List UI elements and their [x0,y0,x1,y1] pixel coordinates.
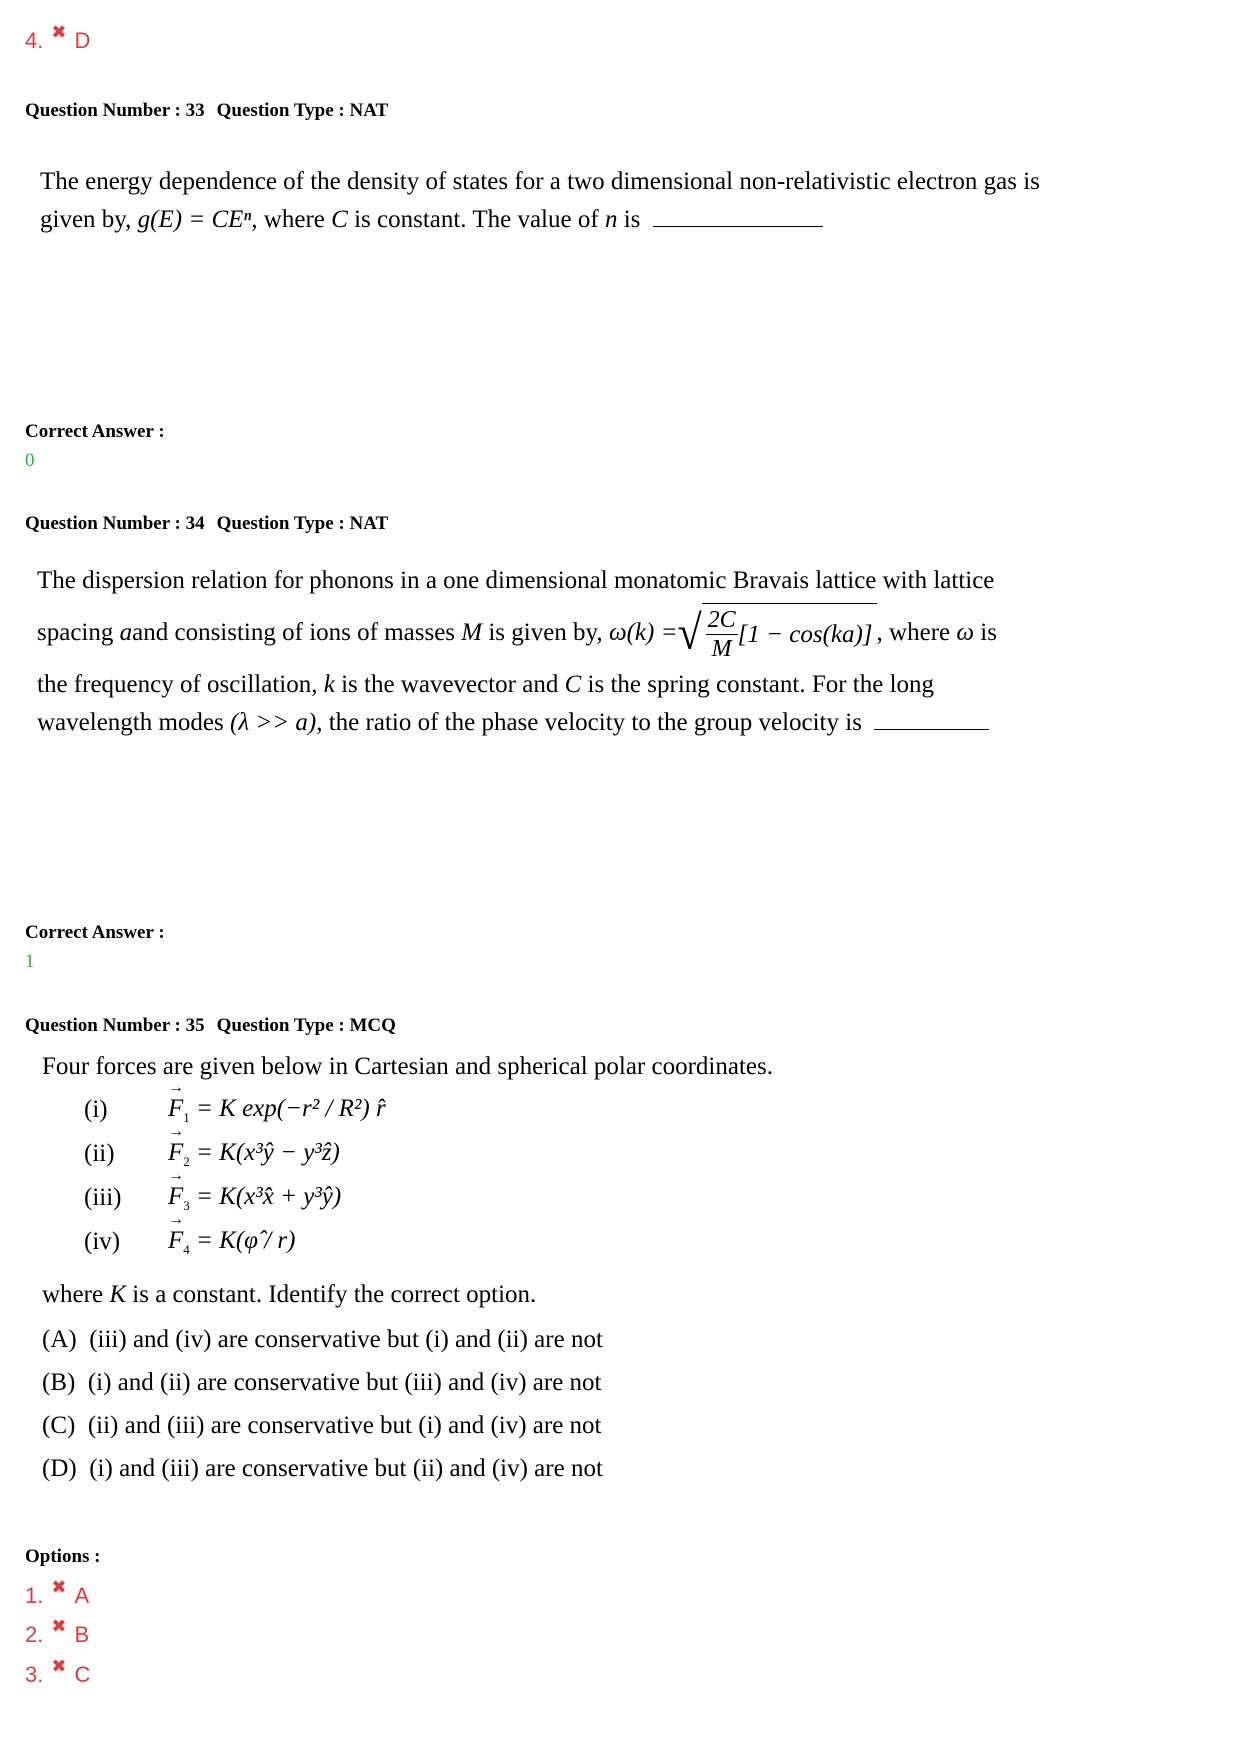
option-row-3: 3. ✖ C [25,1656,91,1687]
choice-c: (C) (ii) and (iii) are conservative but (i) and (iv) are not [42,1412,602,1439]
wrong-mark-icon: ✖ [51,1656,67,1676]
question-35-intro: Four forces are given below in Cartesian and spherical polar coordinates. [42,1053,773,1080]
force-row: (ii) → $F_2$ = K(x³ŷ − y³ẑ) [84,1132,386,1176]
options-label: Options : [25,1546,101,1567]
question-34-header [25,513,388,535]
option-row-1: 1. ✖ A [25,1577,90,1608]
question-text-line: The energy dependence of the density of states for a two dimensional non-relativistic electron gas is [40,168,1040,195]
correct-answer-label: Correct Answer : [25,421,165,442]
answer-blank [874,707,989,730]
question-35-header [25,1015,396,1037]
force-row: (i) → $F_1 = K$ exp(−r² / R²) r̂ [84,1088,386,1132]
choices-list [42,1318,603,1490]
option-row-4 [25,22,91,54]
question-text-line: The dispersion relation for phonons in a one dimensional monatomic Bravais lattice with lattice [37,567,995,594]
question-text-line: the frequency of oscillation, k is the wavevector and C is the spring constant. For the long [37,671,935,698]
question-33-text [40,163,1220,239]
choice-d: (D) (i) and (iii) are conservative but (ii) and (iv) are not [42,1455,603,1482]
answer-blank [653,204,823,227]
wrong-mark-icon: ✖ [51,1577,67,1597]
wrong-mark-icon: ✖ [51,1616,67,1636]
forces-list [84,1088,386,1264]
force-row: (iii) → $F_3$ = K(x³x̂ + y³ŷ) [84,1176,386,1220]
option-row-2: 2. ✖ B [25,1616,90,1647]
question-text-line: given by, g(E) = CEⁿ, where C is constant. The value of n is [40,201,1220,239]
question-number: Question Number : 35 [25,1015,205,1036]
sqrt-expression: √ $\frac{2C}{M}$ [1 − cos(ka)] [677,603,876,663]
choice-a: (A) (iii) and (iv) are conservative but (i) and (ii) are not [42,1326,603,1353]
question-type: Question Type : NAT [216,100,389,121]
question-34-text [37,562,1227,742]
correct-answer-label: Correct Answer : [25,922,165,943]
option-label: D [74,28,91,53]
option-number: 4. [25,28,44,53]
question-number: Question Number : 33 [25,100,205,121]
force-row: (iv) → $F_4$ = K(φ̂ / r) [84,1220,386,1264]
question-33-header [25,100,388,122]
fraction: $\frac{2C}{M}$ [707,607,736,662]
wrong-mark-icon: ✖ [51,22,67,42]
question-text-line: wavelength modes (λ >> a), the ratio of the phase velocity to the group velocity is [37,704,1227,742]
question-type: Question Type : MCQ [216,1015,396,1036]
question-35-where: where K is a constant. Identify the correct option. [42,1281,537,1308]
correct-answer-value: 0 [25,450,35,471]
question-type: Question Type : NAT [216,513,389,534]
question-text-line: spacing a and consisting of ions of masses M is given by, ω(k) = √ $\frac{2C}{M}$ [1 − cos(ka)] , where ω is [37,600,1227,666]
question-number: Question Number : 34 [25,513,205,534]
choice-b: (B) (i) and (ii) are conservative but (iii) and (iv) are not [42,1369,602,1396]
correct-answer-value: 1 [25,951,35,972]
equation: g(E) = CEⁿ [137,206,252,233]
equation-lhs: ω(k) = [608,619,678,646]
